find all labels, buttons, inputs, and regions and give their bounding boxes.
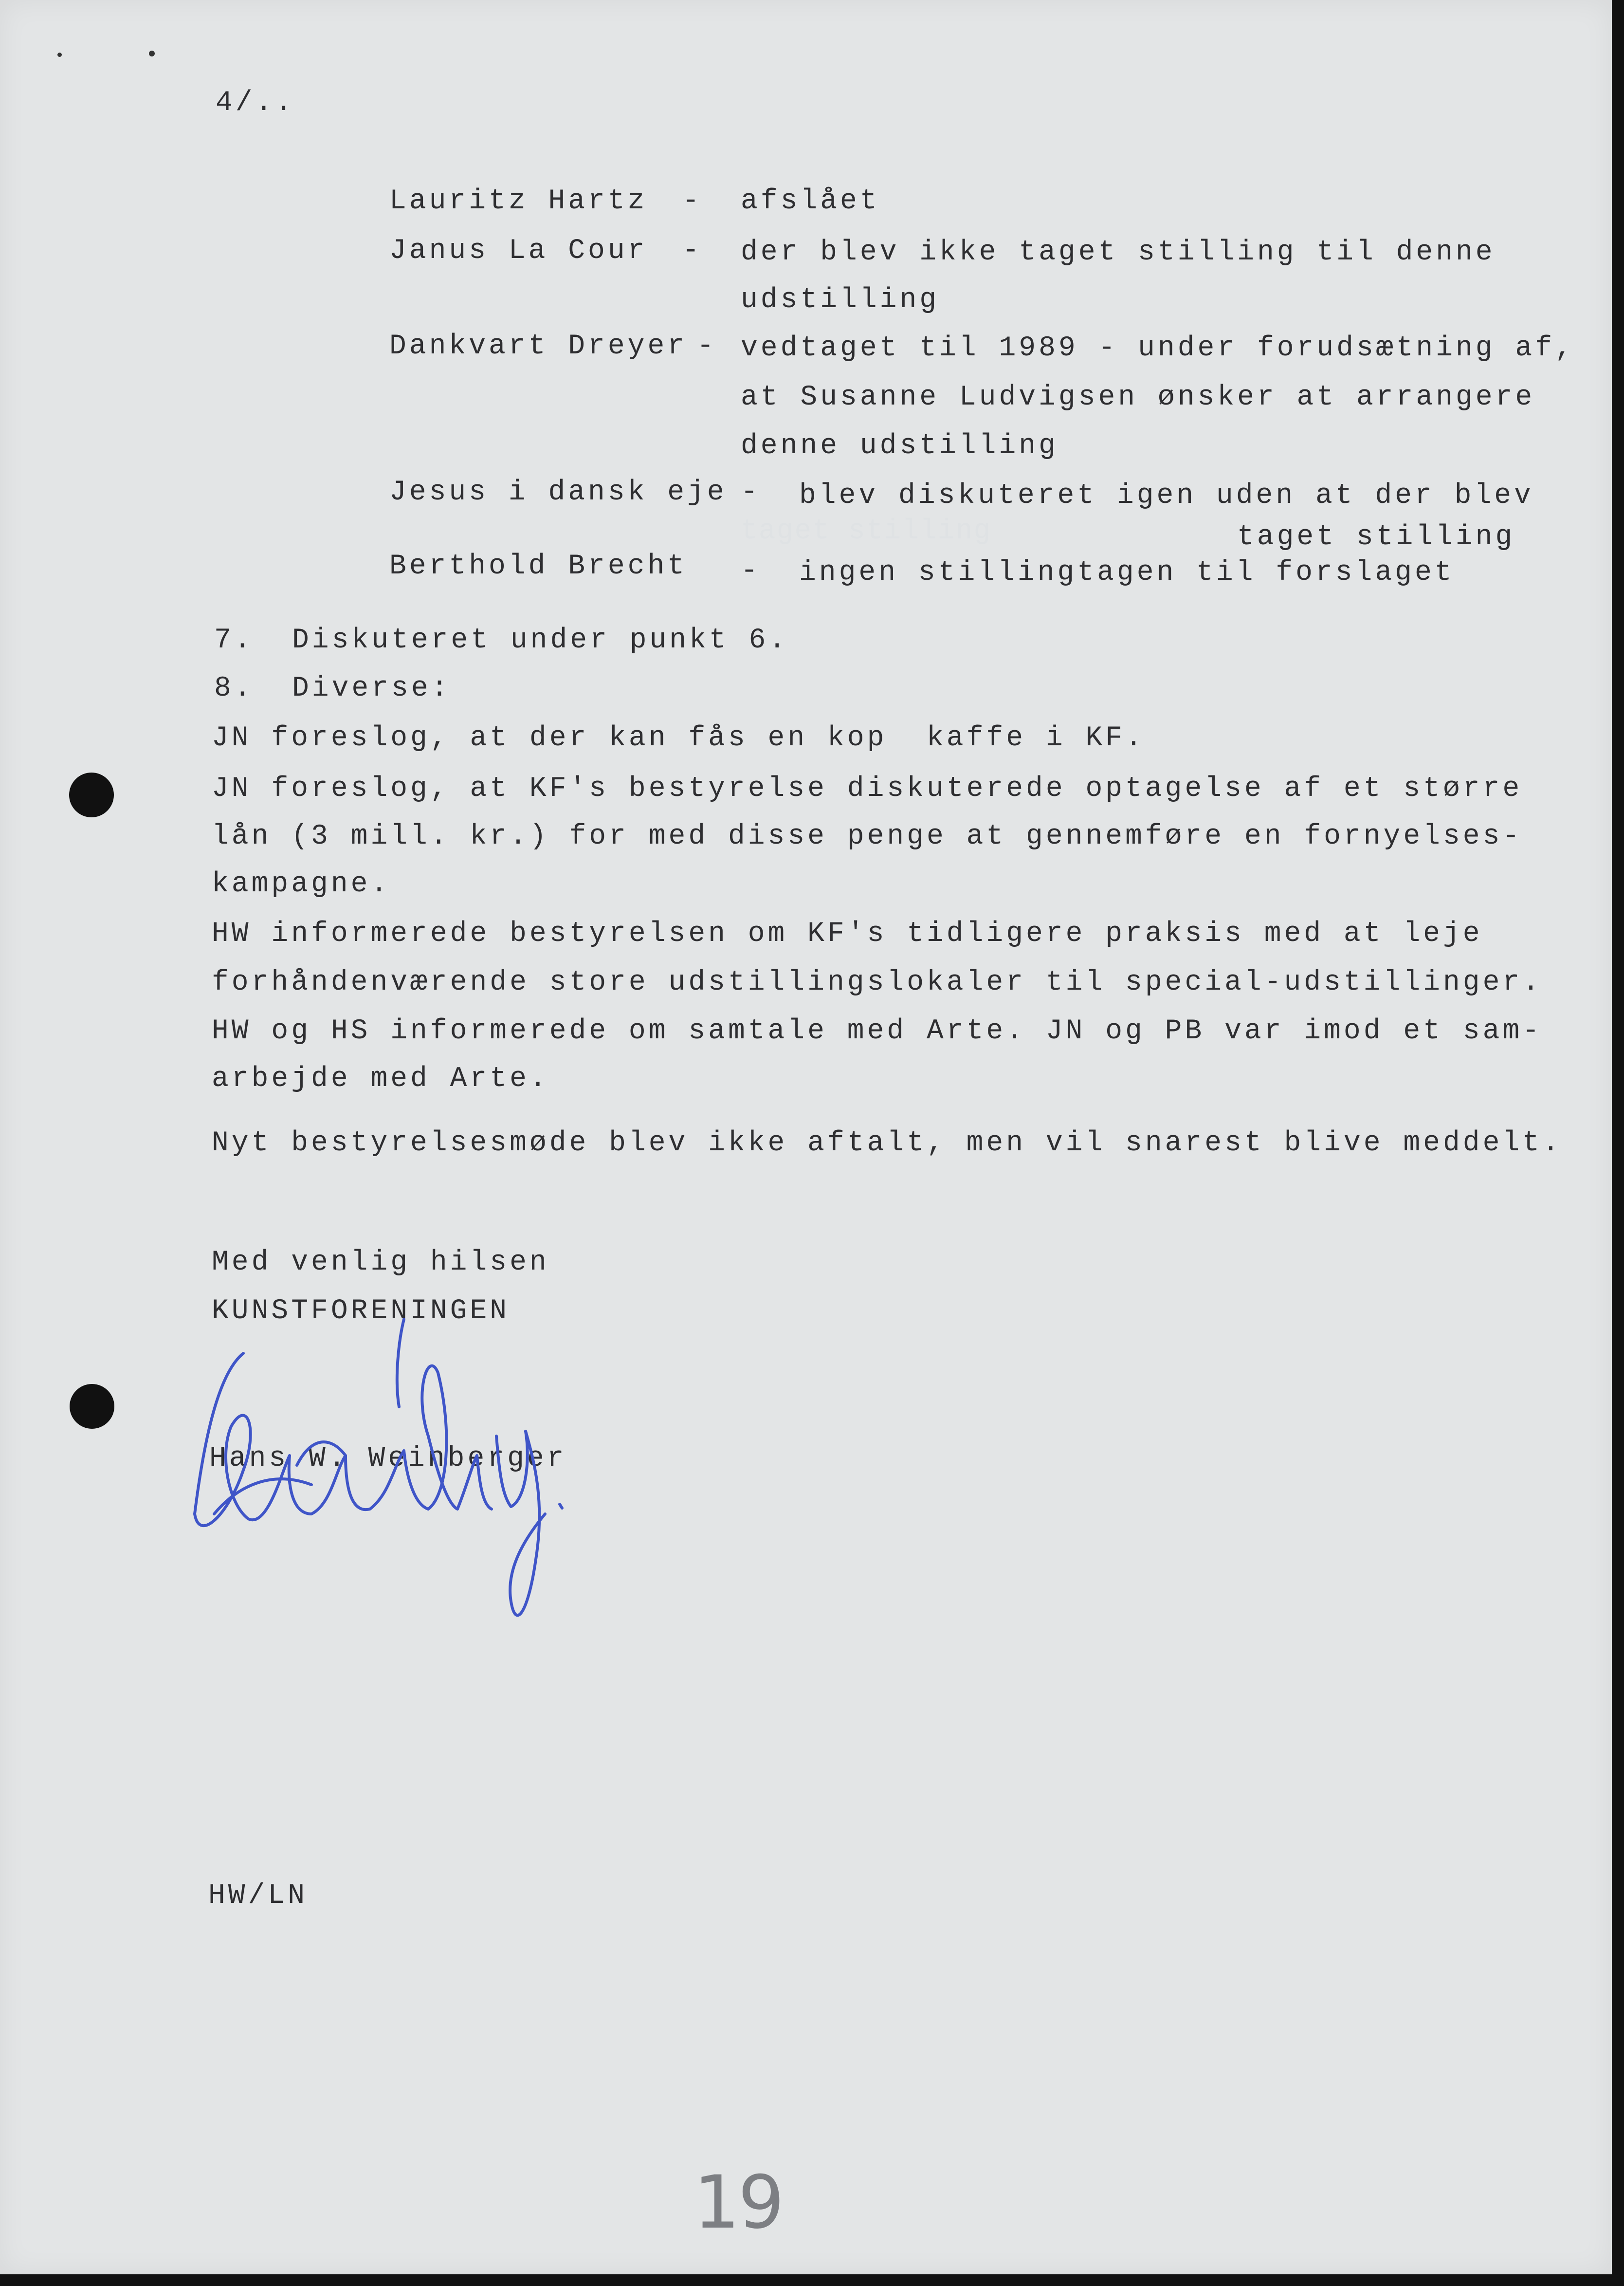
- decision-dash: -: [741, 555, 761, 587]
- erased-text: taget stilling: [741, 516, 992, 547]
- paragraph-line: arbejde med Arte.: [212, 1063, 549, 1095]
- closing-greeting: Med venlig hilsen: [212, 1247, 549, 1278]
- item-text: Diskuteret under punkt 6.: [292, 625, 789, 656]
- page-number: 4/..: [216, 87, 295, 119]
- scan-border-bottom: [0, 2274, 1624, 2286]
- punch-hole-top: [69, 773, 114, 817]
- item-number: 8.: [214, 673, 254, 704]
- item-text: Diverse:: [292, 673, 451, 704]
- decision-text: ingen stillingtagen til forslaget: [799, 557, 1455, 589]
- paragraph-line: forhåndenværende store udstillingslokaler til special-udstillinger.: [212, 967, 1542, 998]
- decision-name: Lauritz Hartz: [389, 185, 648, 217]
- punch-hole-bottom: [70, 1384, 114, 1429]
- speck-mark: [149, 51, 155, 56]
- decision-text: at Susanne Ludvigsen ønsker at arrangere: [741, 382, 1535, 413]
- decision-name: Berthold Brecht: [389, 551, 688, 582]
- scan-border-right: [1612, 0, 1624, 2286]
- reference-initials: HW/LN: [208, 1880, 308, 1912]
- paragraph-line: Nyt bestyrelsesmøde blev ikke aftalt, men vil snarest blive meddelt.: [212, 1127, 1562, 1159]
- decision-text: udstilling: [741, 284, 940, 316]
- decision-text: der blev ikke taget stilling til denne: [741, 237, 1496, 268]
- decision-dash: -: [697, 331, 717, 362]
- closing-organization: KUNSTFORENINGEN: [212, 1295, 510, 1327]
- paragraph-line: JN foreslog, at der kan fås en kop kaffe i KF.: [212, 722, 1145, 754]
- paragraph-line: HW og HS informerede om samtale med Arte. JN og PB var imod et sam-: [212, 1015, 1542, 1047]
- decision-text: vedtaget til 1989 - under forudsætning af,: [741, 332, 1575, 364]
- decision-dash: -: [682, 185, 702, 217]
- signer-name: Hans W. Weinberger: [209, 1443, 567, 1475]
- paragraph-line: JN foreslog, at KF's bestyrelse diskuterede optagelse af et større: [212, 773, 1523, 805]
- decision-name: Janus La Cour: [389, 235, 648, 267]
- decision-text: afslået: [741, 185, 880, 217]
- decision-text: denne udstilling: [741, 430, 1058, 462]
- decision-dash: -: [682, 235, 702, 267]
- handwritten-page-number: 19: [693, 2160, 783, 2245]
- decision-name: Dankvart Dreyer: [389, 331, 688, 362]
- item-number: 7.: [214, 625, 254, 656]
- decision-text: blev diskuteret igen uden at der blev: [799, 480, 1534, 512]
- decision-name: Jesus i dansk eje: [389, 477, 727, 508]
- decision-dash: -: [741, 477, 761, 508]
- signature-icon: [185, 1309, 584, 1650]
- paragraph-line: HW informerede bestyrelsen om KF's tidligere praksis med at leje: [212, 918, 1483, 950]
- paragraph-line: kampagne.: [212, 868, 391, 900]
- speck-mark: [57, 53, 62, 57]
- decision-text: taget stilling: [1237, 521, 1515, 553]
- paragraph-line: lån (3 mill. kr.) for med disse penge at gennemføre en fornyelses-: [212, 821, 1523, 852]
